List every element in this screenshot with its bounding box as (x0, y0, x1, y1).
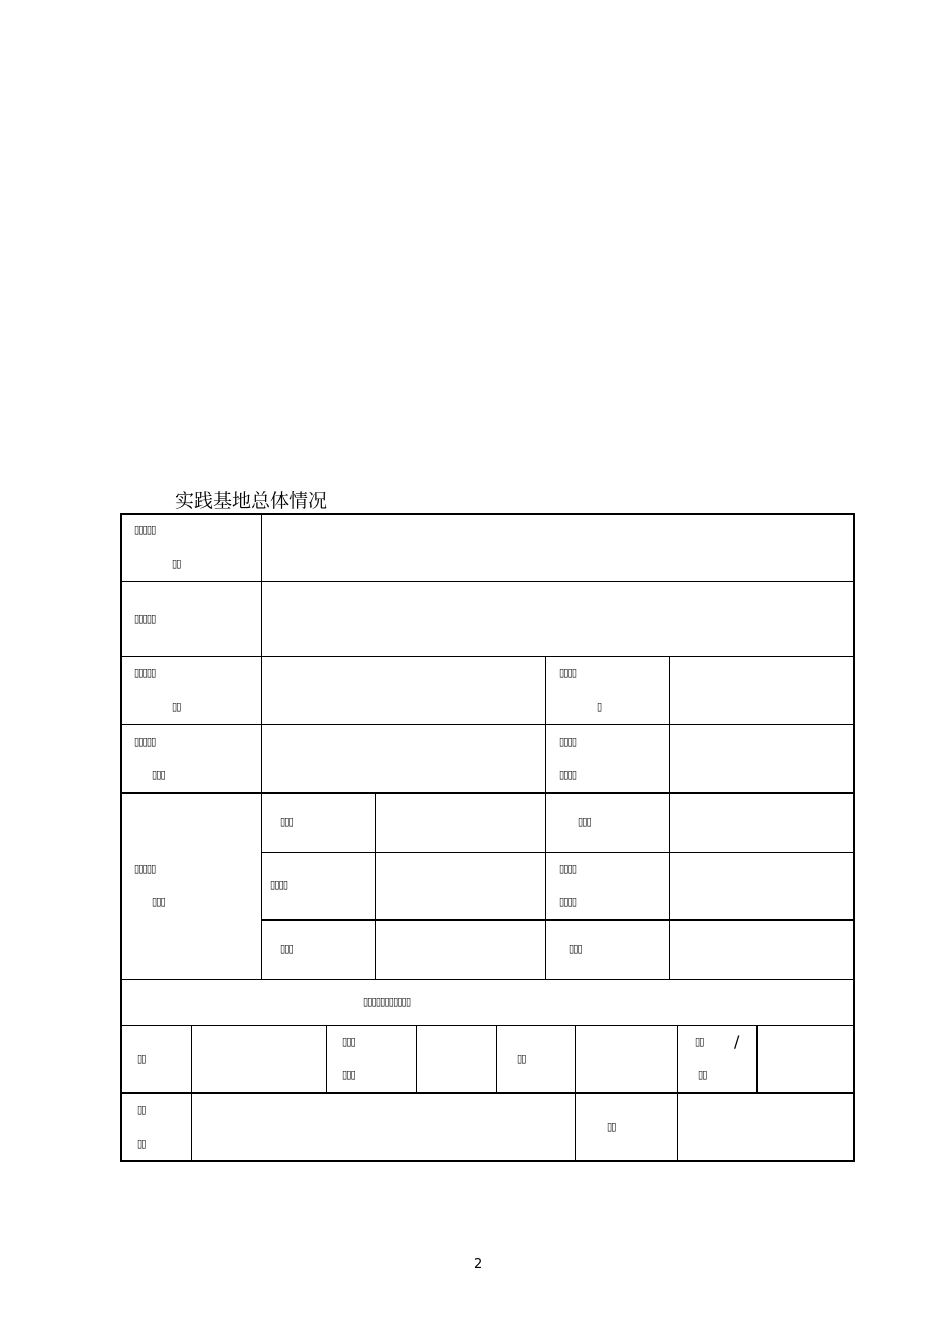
row6-c7-slash: / (734, 1032, 740, 1051)
form-border-right (853, 513, 855, 1162)
group-a-label: ▯▯▯ (280, 815, 293, 828)
row6-c7-label-line1: ▯▯ (695, 1035, 704, 1048)
column-divider (677, 1025, 678, 1161)
row6-c1-label: ▯▯ (137, 1052, 146, 1065)
row6-c7-label-line2: ▯▯ (698, 1068, 707, 1081)
row3-right-label-line1: ▯▯▯▯ (559, 666, 577, 679)
form-border-bottom (120, 1160, 855, 1162)
column-divider (496, 1025, 497, 1093)
column-divider (669, 656, 670, 980)
row6-c3-label-line2: ▯▯▯ (342, 1068, 355, 1081)
row7-c3-label: ▯▯ (607, 1120, 616, 1133)
row6-c3-label-line1: ▯▯▯ (342, 1035, 355, 1048)
column-divider (756, 1025, 758, 1093)
group-label-line1: ▯▯▯▯▯ (134, 862, 156, 875)
group-c-label: ▯▯▯ (280, 942, 293, 955)
row7-c1-label-line2: ▯▯ (137, 1137, 146, 1150)
row-divider (120, 792, 855, 794)
row1-label-line2: ▯▯ (172, 557, 181, 570)
column-divider (326, 1025, 327, 1093)
column-divider (375, 792, 376, 980)
row4-right-label-line1: ▯▯▯▯ (559, 735, 577, 748)
row1-label-line1: ▯▯▯▯▯ (134, 523, 156, 536)
row-divider (120, 1025, 855, 1026)
group-a-right-label: ▯▯▯ (578, 815, 591, 828)
form-border-left (120, 513, 122, 1162)
row3-left-label-line2: ▯▯ (172, 700, 181, 713)
row4-left-label-line1: ▯▯▯▯▯ (134, 735, 156, 748)
row-divider (120, 581, 855, 582)
section-header: ▯▯▯▯▯▯▯▯▯▯▯ (363, 995, 411, 1008)
column-divider (416, 1025, 417, 1093)
group-b-right-label-line1: ▯▯▯▯ (559, 862, 577, 875)
row7-c1-label-line1: ▯▯ (137, 1103, 146, 1116)
row6-c5-label: ▯▯ (517, 1052, 526, 1065)
row-divider (120, 1092, 855, 1094)
column-divider (261, 513, 262, 980)
row-divider (261, 919, 855, 921)
form-border-top (120, 513, 855, 515)
column-divider (545, 656, 546, 980)
page-number: 2 (474, 1257, 483, 1272)
column-divider (191, 1025, 192, 1161)
row4-right-label-line2: ▯▯▯▯ (559, 768, 577, 781)
group-label-line2: ▯▯▯ (152, 895, 165, 908)
row-divider (120, 979, 855, 980)
row3-left-label-line1: ▯▯▯▯▯ (134, 666, 156, 679)
row2-label: ▯▯▯▯▯ (134, 612, 156, 625)
column-divider (575, 1025, 576, 1161)
row3-right-label-line2: ▯ (597, 700, 602, 713)
group-c-right-label: ▯▯▯ (569, 942, 582, 955)
row4-left-label-line2: ▯▯▯ (152, 768, 165, 781)
row-divider (261, 852, 855, 853)
document-title: 实践基地总体情况 (175, 490, 328, 512)
row-divider (120, 724, 855, 725)
group-b-right-label-line2: ▯▯▯▯ (559, 895, 577, 908)
row-divider (120, 656, 855, 657)
group-b-label: ▯▯▯▯ (270, 878, 288, 891)
